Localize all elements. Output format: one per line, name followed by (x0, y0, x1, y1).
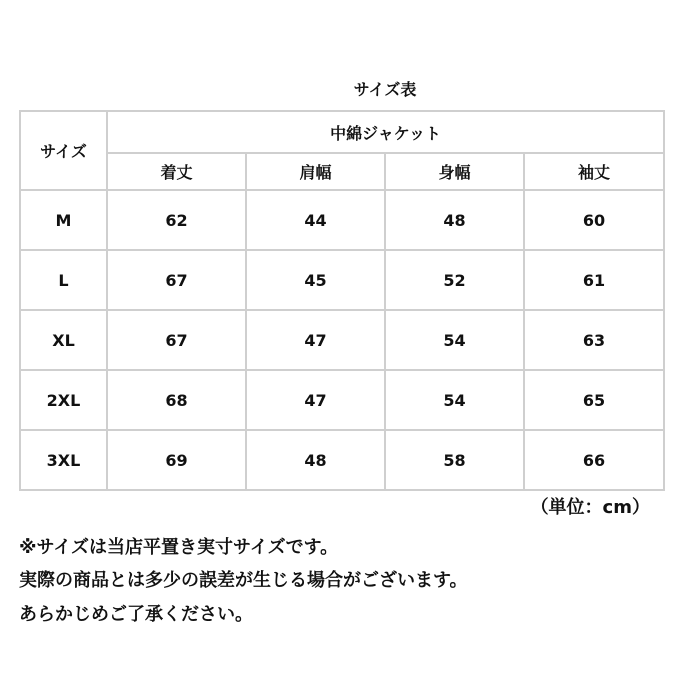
table-cell: 65 (524, 370, 664, 430)
table-row (20, 190, 664, 250)
table-cell: 45 (246, 250, 385, 310)
table-cell: 62 (107, 190, 246, 250)
column-header-sleeve: 袖丈 (524, 153, 664, 190)
size-label: M (20, 190, 107, 250)
unit-label: （単位：cm） (530, 497, 650, 518)
note-line: あらかじめご了承ください。 (19, 604, 253, 625)
table-header-row (20, 111, 664, 153)
table-cell: 63 (524, 310, 664, 370)
table-cell: 44 (246, 190, 385, 250)
table-row (20, 370, 664, 430)
table-cell: 54 (385, 310, 524, 370)
column-header-shoulder: 肩幅 (246, 153, 385, 190)
product-name-header: 中綿ジャケット (107, 111, 664, 153)
table-cell: 54 (385, 370, 524, 430)
table-cell: 47 (246, 370, 385, 430)
size-table (19, 110, 665, 491)
size-label: 2XL (20, 370, 107, 430)
table-cell: 61 (524, 250, 664, 310)
column-header-length: 着丈 (107, 153, 246, 190)
column-header-width: 身幅 (385, 153, 524, 190)
table-cell: 67 (107, 310, 246, 370)
table-cell: 67 (107, 250, 246, 310)
table-cell: 69 (107, 430, 246, 490)
table-row (20, 250, 664, 310)
table-cell: 60 (524, 190, 664, 250)
table-cell: 48 (385, 190, 524, 250)
size-label: XL (20, 310, 107, 370)
note-line: 実際の商品とは多少の誤差が生じる場合がございます。 (19, 570, 468, 591)
size-label: 3XL (20, 430, 107, 490)
note-line: ※サイズは当店平置き実寸サイズです。 (19, 537, 339, 558)
size-column-header: サイズ (20, 111, 107, 190)
page-title: サイズ表 (353, 80, 417, 99)
table-row (20, 430, 664, 490)
table-row (20, 310, 664, 370)
measurement-header-row (20, 153, 664, 190)
size-label: L (20, 250, 107, 310)
table-cell: 48 (246, 430, 385, 490)
table-cell: 47 (246, 310, 385, 370)
table-cell: 58 (385, 430, 524, 490)
table-cell: 66 (524, 430, 664, 490)
table-cell: 68 (107, 370, 246, 430)
table-cell: 52 (385, 250, 524, 310)
